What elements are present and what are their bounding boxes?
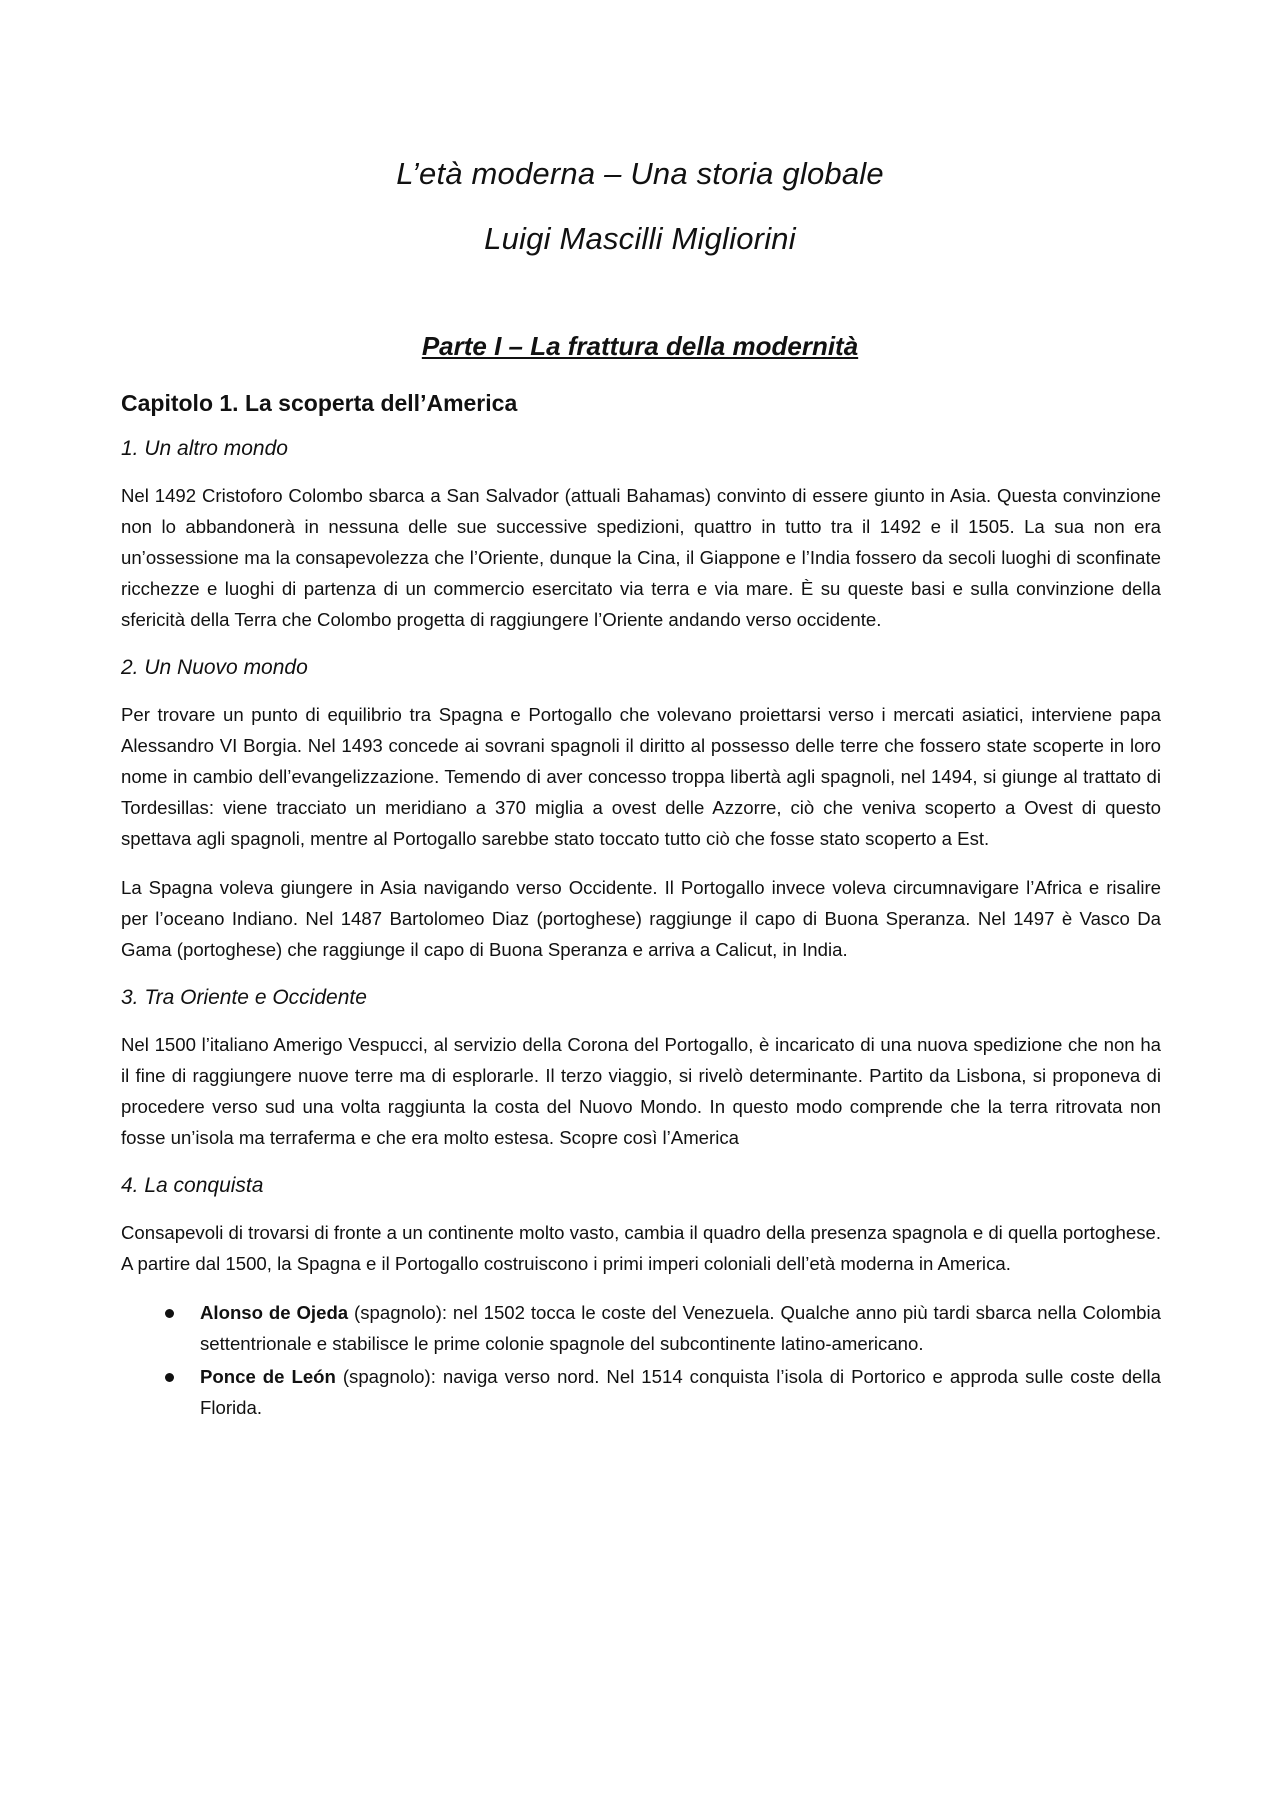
explorer-name: Alonso de Ojeda: [200, 1302, 349, 1323]
part-title: Parte I – La frattura della modernità: [421, 331, 859, 361]
document-body: [121, 386, 1161, 1425]
section-heading: 4. La conquista: [121, 1174, 264, 1197]
bullet-list: [121, 1297, 1161, 1423]
list-item-text: (spagnolo): nel 1502 tocca le coste del Venezuela. Qualche anno più tardi sbarca nella Colombia settentrionale e stabilisce le prime colonie spagnole del subcontinente latino-americano.: [200, 1302, 1161, 1354]
paragraph: Per trovare un punto di equilibrio tra Spagna e Portogallo che volevano proiettarsi verso i mercati asiatici, interviene papa Alessandro VI Borgia. Nel 1493 concede ai sovrani spagnoli il diritto al possesso delle terre che fossero state scoperte in loro nome in cambio dell’evangelizzazione. Temendo di aver concesso troppa libertà agli spagnoli, nel 1494, si giunge al trattato di Tordesillas: viene tracciato un meridiano a 370 miglia a ovest delle Azzorre, ciò che veniva scoperto a Ovest di questo spettava agli spagnoli, mentre al Portogallo sarebbe stato toccato tutto ciò che fosse stato scoperto a Est.: [121, 704, 1161, 849]
explorer-name: Ponce de León: [200, 1366, 336, 1387]
list-item: [121, 1297, 1161, 1359]
paragraph: Consapevoli di trovarsi di fronte a un continente molto vasto, cambia il quadro della presenza spagnola e di quella portoghese. A partire dal 1500, la Spagna e il Portogallo costruiscono i primi imperi coloniali dell’età moderna in America.: [121, 1222, 1161, 1274]
section-heading: 3. Tra Oriente e Occidente: [121, 986, 367, 1009]
section-heading: 1. Un altro mondo: [121, 437, 288, 460]
list-item: [121, 1361, 1161, 1423]
book-author: Luigi Mascilli Migliorini: [484, 221, 796, 256]
paragraph: La Spagna voleva giungere in Asia navigando verso Occidente. Il Portogallo invece voleva circumnavigare l’Africa e risalire per l’oceano Indiano. Nel 1487 Bartolomeo Diaz (portoghese) raggiunge il capo di Buona Speranza. Nel 1497 è Vasco Da Gama (portoghese) che raggiunge il capo di Buona Speranza e arriva a Calicut, in India.: [121, 877, 1161, 960]
list-item-text: (spagnolo): naviga verso nord. Nel 1514 conquista l’isola di Portorico e approda sulle coste della Florida.: [200, 1366, 1161, 1418]
chapter-title: Capitolo 1. La scoperta dell’America: [121, 390, 518, 416]
paragraph: Nel 1492 Cristoforo Colombo sbarca a San Salvador (attuali Bahamas) convinto di essere giunto in Asia. Questa convinzione non lo abbandonerà in nessuna delle sue successive spedizioni, quattro in tutto tra il 1492 e il 1505. La sua non era un’ossessione ma la consapevolezza che l’Oriente, dunque la Cina, il Giappone e l’India fossero da secoli luoghi di sconfinate ricchezze e luoghi di partenza di un commercio esercitato via terra e via mare. È su queste basi e sulla convinzione della sfericità della Terra che Colombo progetta di raggiungere l’Oriente andando verso occidente.: [121, 485, 1161, 630]
book-title: L’età moderna – Una storia globale: [396, 156, 884, 191]
bullet-icon: [165, 1309, 174, 1318]
bullet-icon: [165, 1373, 174, 1382]
paragraph: Nel 1500 l’italiano Amerigo Vespucci, al servizio della Corona del Portogallo, è incaricato di una nuova spedizione che non ha il fine di raggiungere nuove terre ma di esplorarle. Il terzo viaggio, si rivelò determinante. Partito da Lisbona, si proponeva di procedere verso sud una volta raggiunta la costa del Nuovo Mondo. In questo modo comprende che la terra ritrovata non fosse un’isola ma terraferma e che era molto estesa. Scopre così l’America: [121, 1034, 1161, 1148]
section-heading: 2. Un Nuovo mondo: [121, 656, 308, 679]
